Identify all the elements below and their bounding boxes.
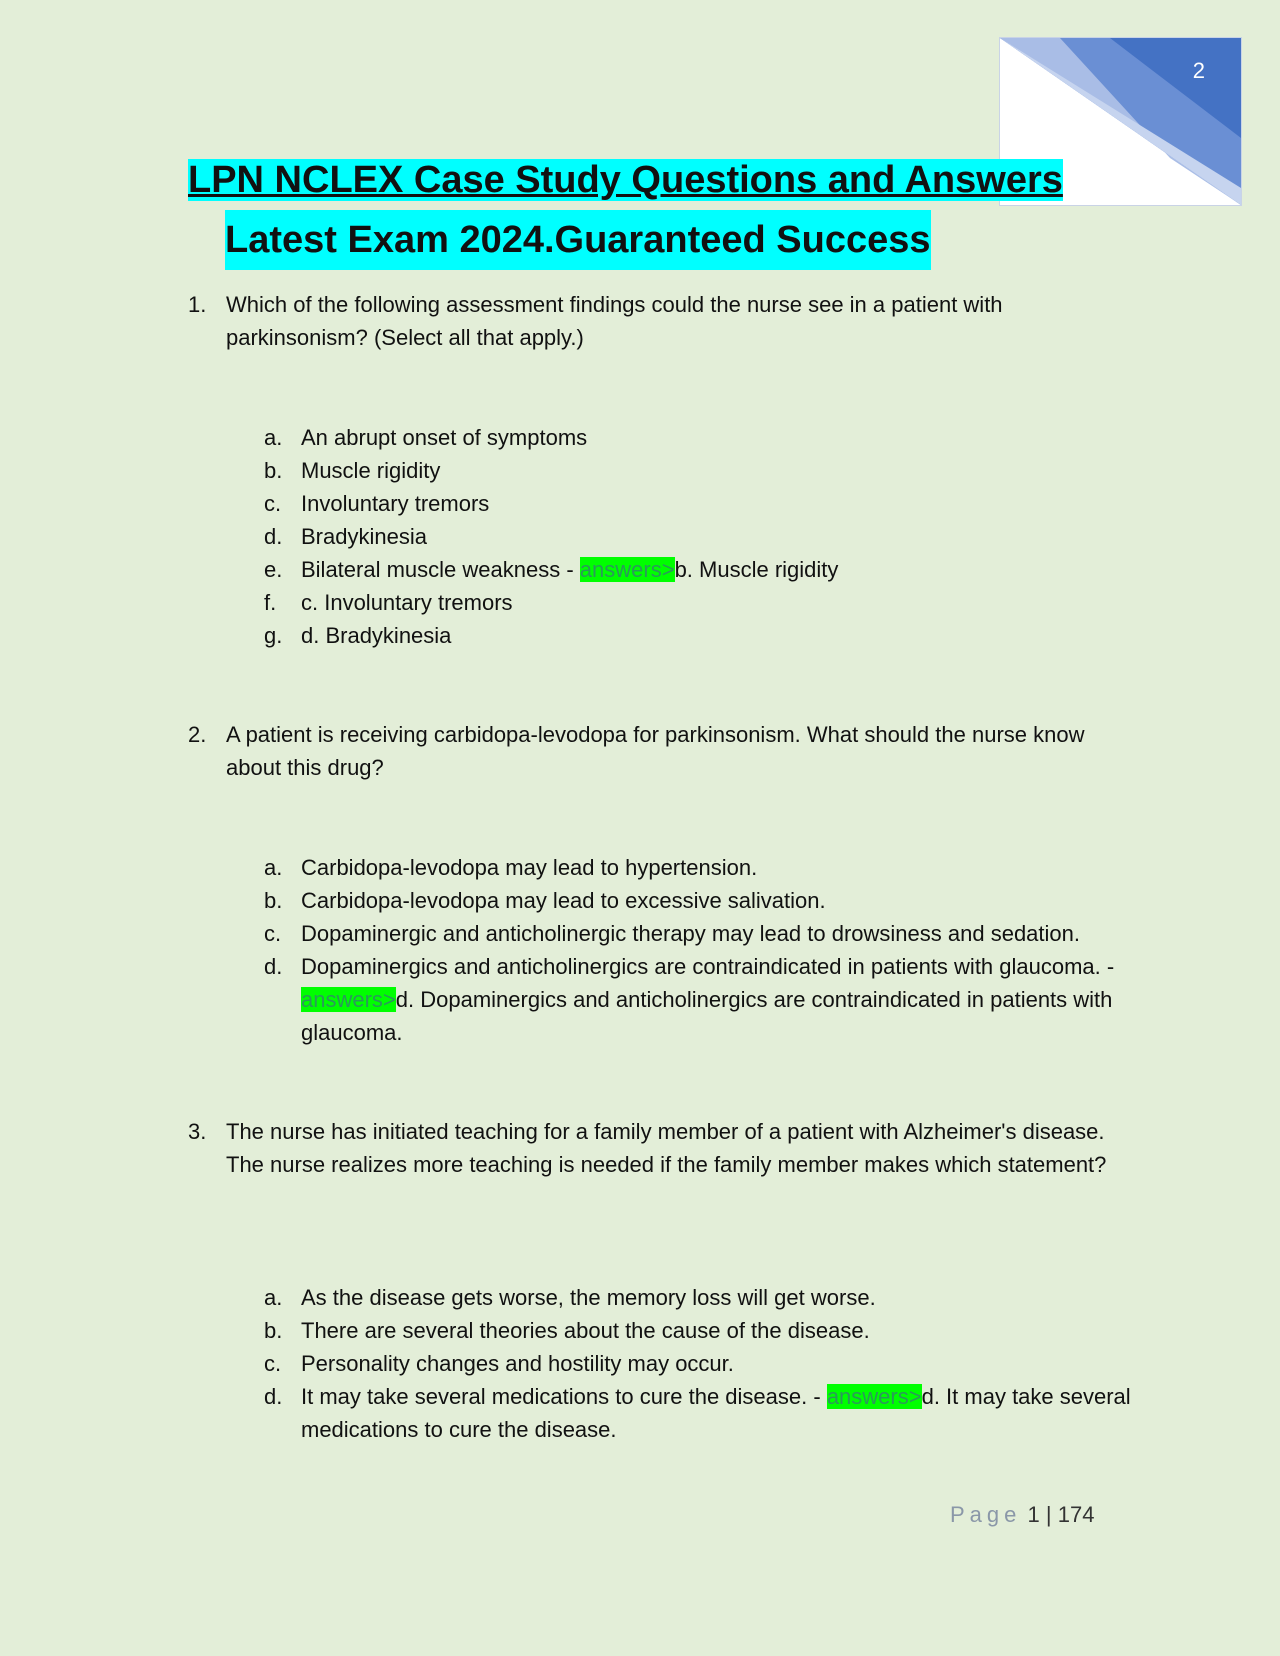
option-text: Carbidopa-levodopa may lead to hypertension. <box>301 855 758 880</box>
option-letter: c. <box>264 921 282 946</box>
question-number: 2. <box>188 722 207 747</box>
question-text: The nurse has initiated teaching for a family member of a patient with Alzheimer's disease. The nurse realizes more teaching is needed if the family member makes which statement? <box>226 1119 1107 1177</box>
option-letter: f. <box>264 590 277 615</box>
option-letter: b. <box>264 888 283 913</box>
option-text: An abrupt onset of symptoms <box>301 425 588 450</box>
option-text: Dopaminergic and anticholinergic therapy may lead to drowsiness and sedation. <box>301 921 1081 946</box>
option-letter: b. <box>264 458 283 483</box>
option-text: Muscle rigidity <box>301 458 441 483</box>
option-text: Bilateral muscle weakness - <box>301 557 580 582</box>
list-item <box>264 1380 1134 1446</box>
option-text: c. Involuntary tremors <box>301 590 513 615</box>
list-item <box>264 917 1134 950</box>
question-2-options <box>264 851 1134 1049</box>
option-letter: a. <box>264 855 283 880</box>
list-item <box>264 1314 1134 1347</box>
answer-marker: answers> <box>301 987 396 1012</box>
option-text: It may take several medications to cure the disease. - <box>301 1384 827 1409</box>
list-item <box>264 553 1134 586</box>
list-item <box>264 1347 1134 1380</box>
option-text: d. Bradykinesia <box>301 623 452 648</box>
option-letter: c. <box>264 1351 282 1376</box>
answer-text: d. Dopaminergics and anticholinergics are contraindicated in patients with glaucoma. <box>301 987 1113 1045</box>
question-2 <box>188 718 1138 784</box>
title-line-2: Latest Exam 2024.Guaranteed Success <box>225 210 931 270</box>
question-3-options <box>264 1281 1134 1446</box>
option-text: Carbidopa-levodopa may lead to excessive salivation. <box>301 888 826 913</box>
list-item <box>264 520 1134 553</box>
question-number: 1. <box>188 292 207 317</box>
list-item <box>264 950 1134 1049</box>
title-line-1: LPN NCLEX Case Study Questions and Answers <box>188 159 1063 201</box>
total-pages: 174 <box>1057 1502 1095 1527</box>
option-letter: a. <box>264 425 283 450</box>
list-item <box>264 586 1134 619</box>
page-label: Page <box>950 1502 1022 1527</box>
option-text: There are several theories about the cause of the disease. <box>301 1318 870 1343</box>
page-separator: | <box>1039 1502 1058 1527</box>
page-number: 1 <box>1027 1502 1040 1527</box>
page-footer <box>950 1502 1094 1528</box>
list-item <box>264 884 1134 917</box>
option-text: Personality changes and hostility may occur. <box>301 1351 734 1376</box>
option-letter: d. <box>264 954 283 979</box>
question-3 <box>188 1115 1138 1181</box>
question-text: A patient is receiving carbidopa-levodopa for parkinsonism. What should the nurse know about this drug? <box>226 722 1085 780</box>
list-item <box>264 454 1134 487</box>
list-item <box>264 421 1134 454</box>
question-1-options <box>264 421 1134 652</box>
list-item <box>264 619 1134 652</box>
option-text: Bradykinesia <box>301 524 427 549</box>
option-text: Dopaminergics and anticholinergics are contraindicated in patients with glaucoma. - <box>301 954 1115 979</box>
option-text: As the disease gets worse, the memory loss will get worse. <box>301 1285 876 1310</box>
answer-marker: answers> <box>579 557 675 582</box>
answer-text: d. It may take several medications to cure the disease. <box>301 1384 1131 1442</box>
question-number: 3. <box>188 1119 207 1144</box>
corner-page-number: 2 <box>1192 58 1205 83</box>
option-letter: b. <box>264 1318 283 1343</box>
option-letter: a. <box>264 1285 283 1310</box>
list-item <box>264 1281 1134 1314</box>
option-letter: c. <box>264 491 282 516</box>
option-letter: d. <box>264 524 283 549</box>
list-item <box>264 487 1134 520</box>
question-text: Which of the following assessment findings could the nurse see in a patient with parkinsonism? (Select all that apply.) <box>226 292 1003 350</box>
list-item <box>264 851 1134 884</box>
option-letter: e. <box>264 557 283 582</box>
answer-text: b. Muscle rigidity <box>674 557 839 582</box>
page-title <box>188 150 1188 270</box>
answer-marker: answers> <box>826 1384 922 1409</box>
option-letter: d. <box>264 1384 283 1409</box>
option-letter: g. <box>264 623 283 648</box>
question-1 <box>188 288 1138 354</box>
option-text: Involuntary tremors <box>301 491 490 516</box>
